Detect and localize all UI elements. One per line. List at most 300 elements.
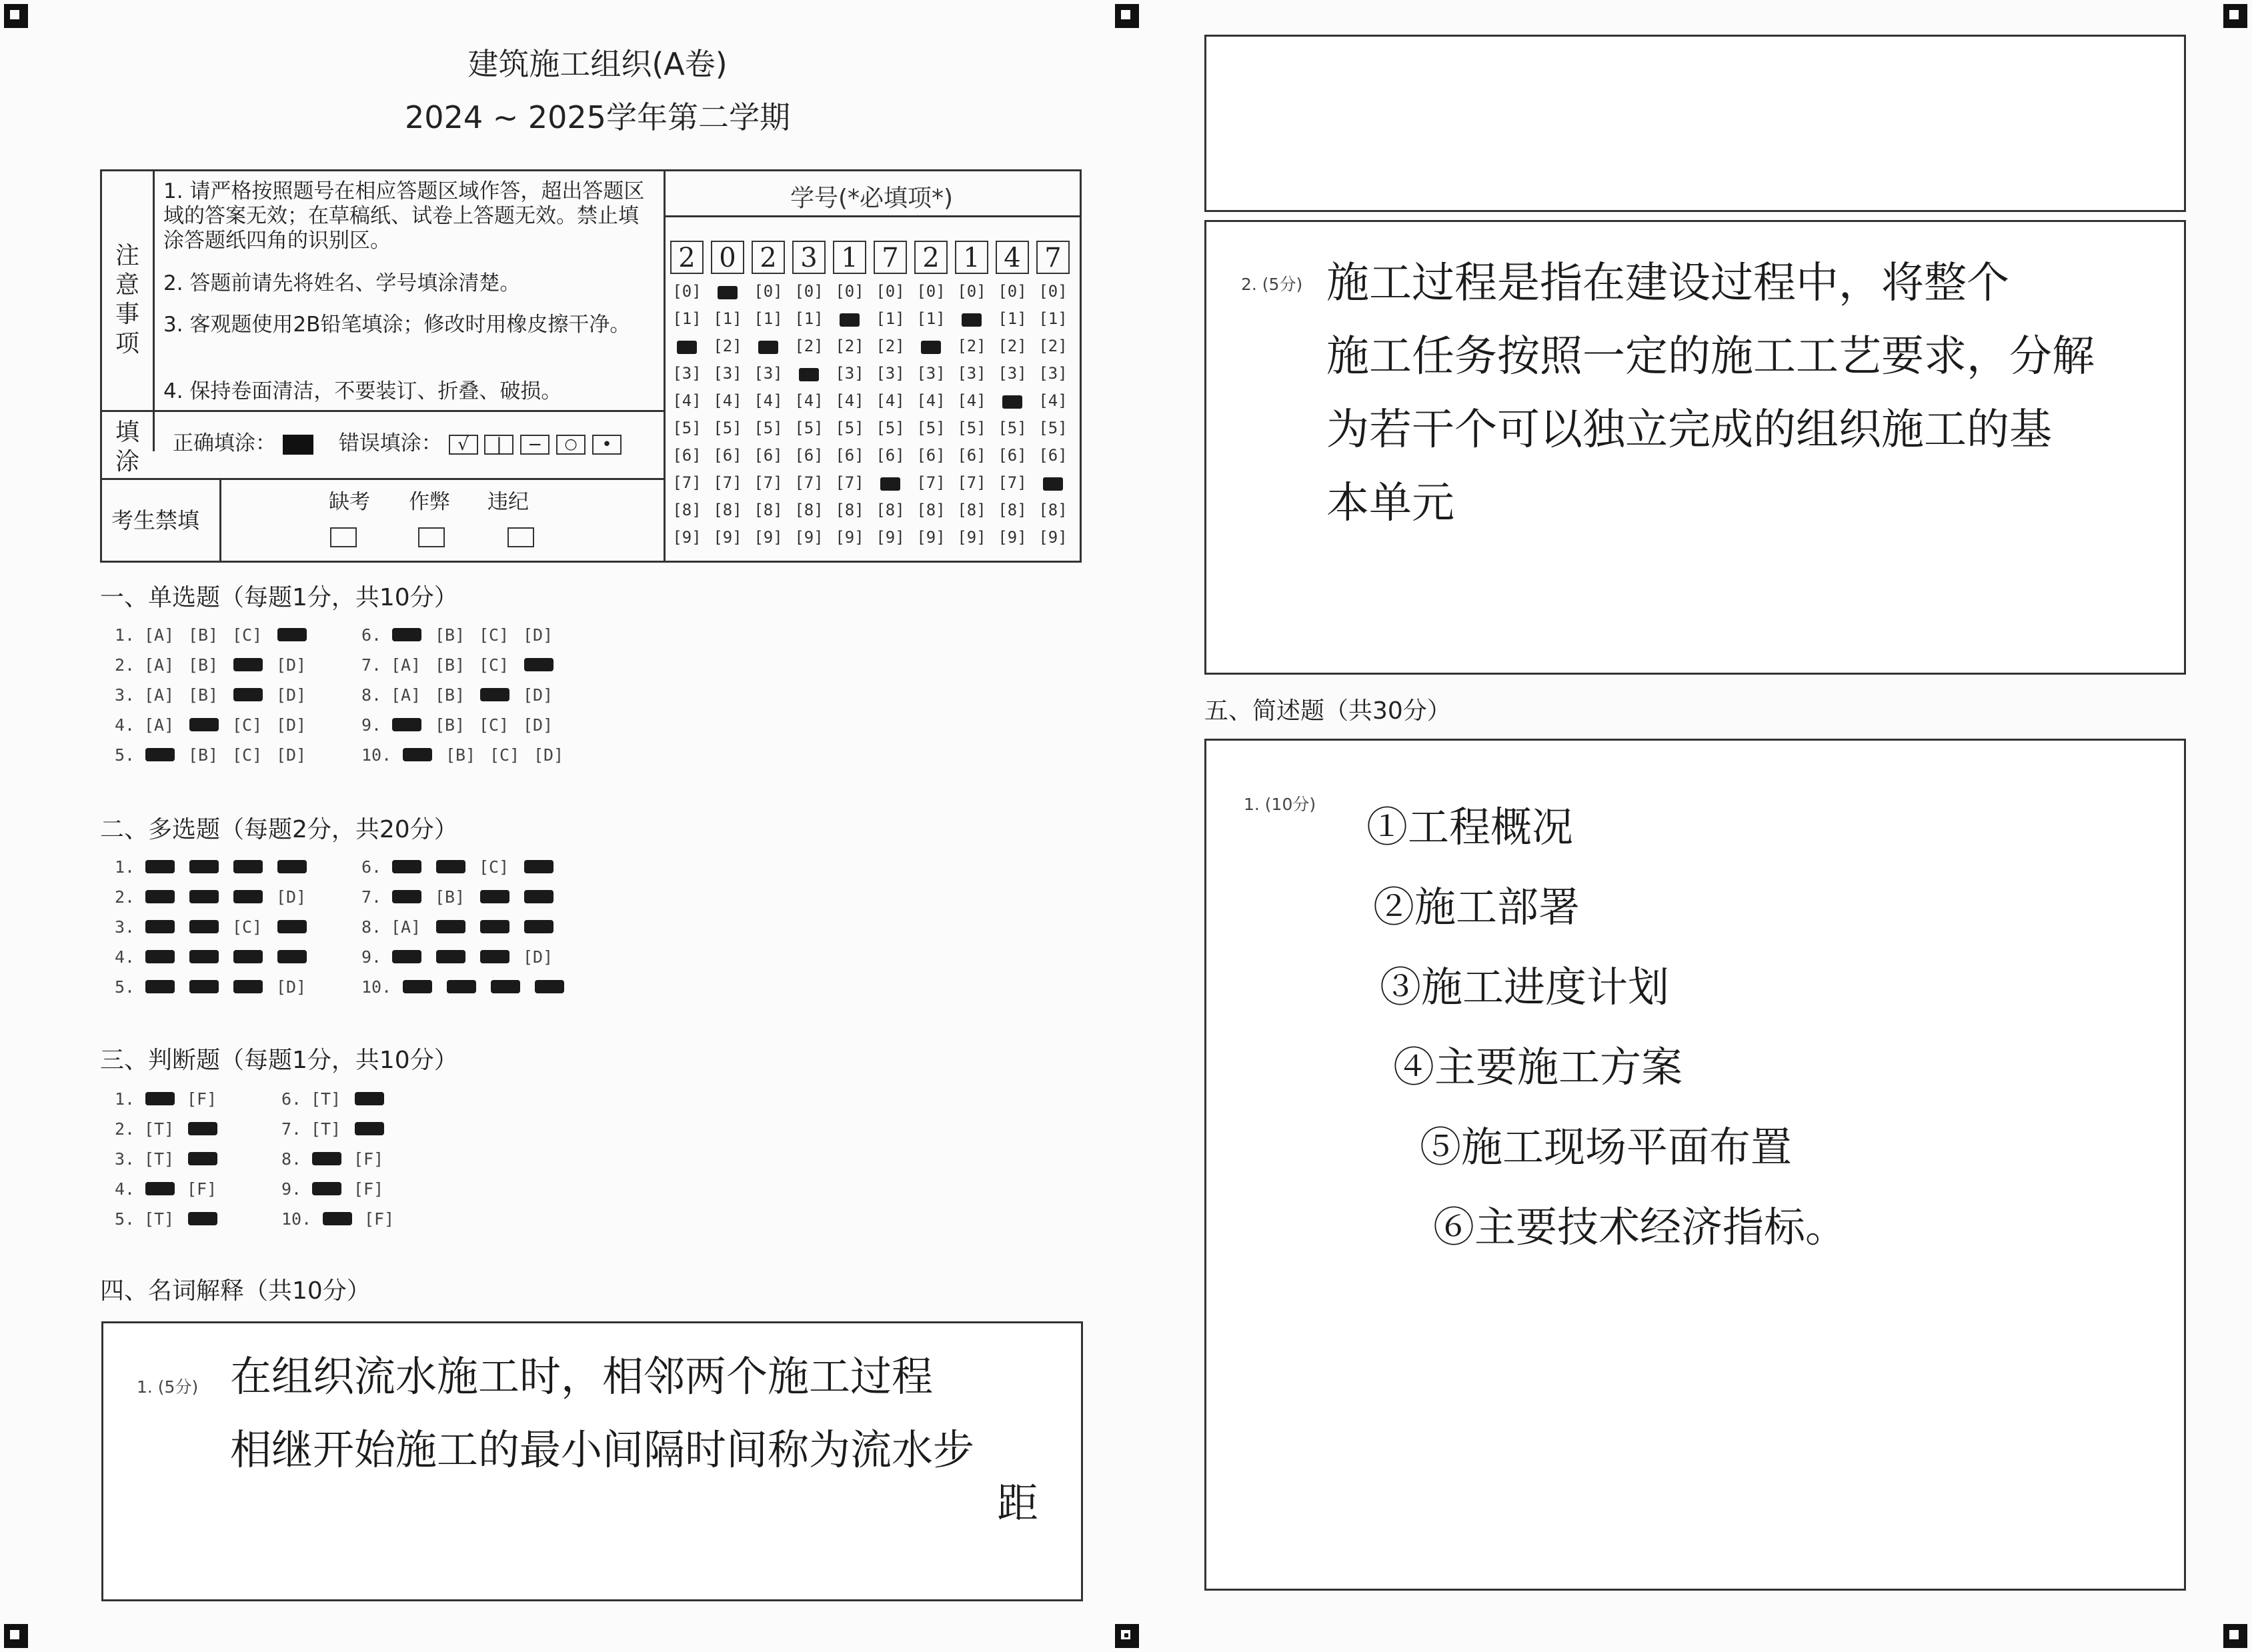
option-bubble-filled[interactable] — [391, 887, 435, 907]
student-id-bubble[interactable]: [3] — [957, 364, 986, 383]
student-id-bubble[interactable]: [9] — [876, 528, 905, 547]
option-bubble[interactable]: [D] — [523, 715, 553, 735]
student-id-bubble[interactable]: [4] — [916, 391, 946, 410]
student-id-bubble[interactable]: [9] — [998, 528, 1027, 547]
student-id-bubble[interactable]: [4] — [835, 391, 864, 410]
student-id-bubble[interactable]: [0] — [835, 282, 864, 301]
student-id-bubble[interactable]: [3] — [672, 364, 702, 383]
student-id-bubble[interactable]: [1] — [794, 309, 824, 328]
student-id-bubble[interactable]: [5] — [1038, 419, 1068, 437]
student-id-bubble[interactable]: [8] — [794, 501, 824, 519]
wrong-mark-dash: − — [520, 435, 549, 455]
student-id-bubble[interactable]: [0] — [794, 282, 824, 301]
filled-mark — [677, 341, 697, 354]
question-number: 3. — [115, 685, 135, 705]
question-number: 6. — [361, 625, 382, 645]
student-id-bubble[interactable]: [8] — [998, 501, 1027, 519]
question-number: 3. — [115, 1149, 135, 1169]
question-number: 9. — [361, 947, 382, 967]
option-bubble[interactable]: [C] — [489, 745, 520, 765]
option-bubble-filled[interactable] — [533, 977, 578, 997]
corner-marker-bottom-right — [2223, 1624, 2247, 1648]
student-id-bubble[interactable]: [2] — [957, 337, 986, 355]
question-number: 6. — [361, 857, 382, 877]
student-id-bubble[interactable]: [7] — [916, 473, 946, 492]
option-bubble[interactable]: [D] — [276, 745, 307, 765]
question-number: 1. — [115, 1089, 135, 1109]
student-id-bubble[interactable]: [0] — [754, 282, 783, 301]
student-id-bubble[interactable]: [6] — [1038, 446, 1068, 465]
option-bubble-filled[interactable] — [232, 947, 276, 967]
filled-mark — [921, 341, 941, 354]
fill-label: 填涂 — [115, 419, 139, 475]
question-number: 5. — [115, 1209, 135, 1229]
option-bubble[interactable]: [F] — [187, 1179, 217, 1199]
answer-row — [115, 857, 320, 877]
student-id-bubble[interactable]: [1] — [713, 309, 742, 328]
option-bubble-filled[interactable] — [144, 857, 188, 877]
question-number: 8. — [361, 685, 382, 705]
option-bubble-filled[interactable] — [391, 857, 435, 877]
section1-heading: 一、单选题（每题1分，共10分） — [100, 584, 458, 611]
option-bubble-filled[interactable] — [276, 857, 320, 877]
answer-row — [115, 1179, 229, 1199]
question-number: 9. — [361, 715, 382, 735]
notice-item-1: 1. 请严格按照题号在相应答题区域作答，超出答题区域的答案无效；在草稿纸、试卷上答题无效。禁止填涂答题纸四角的识别区。 — [163, 179, 645, 253]
option-bubble[interactable]: [C] — [232, 715, 263, 735]
student-id-bubble[interactable]: [4] — [713, 391, 742, 410]
answer-row — [361, 887, 567, 907]
option-bubble[interactable]: [T] — [311, 1089, 341, 1109]
student-id-bubble[interactable]: [1] — [998, 309, 1027, 328]
student-id-bubble[interactable]: [6] — [835, 446, 864, 465]
option-bubble-filled[interactable] — [489, 977, 533, 997]
option-bubble[interactable]: [B] — [188, 685, 219, 705]
option-bubble[interactable]: [F] — [364, 1209, 395, 1229]
option-bubble[interactable]: [T] — [144, 1209, 175, 1229]
option-bubble-filled[interactable] — [232, 857, 276, 877]
absent-checkbox[interactable] — [330, 527, 357, 547]
option-bubble-filled[interactable] — [479, 917, 523, 937]
option-bubble-filled[interactable] — [523, 655, 567, 675]
answer-row — [361, 917, 567, 937]
filled-mark — [840, 313, 860, 327]
student-id-bubble[interactable]: [2] — [835, 337, 864, 355]
filled-mark — [1002, 395, 1022, 409]
section5-heading: 五、简述题（共30分） — [1204, 697, 1451, 725]
question-number: 8. — [281, 1149, 302, 1169]
question-number: 6. — [281, 1089, 302, 1109]
answer-row — [281, 1149, 396, 1169]
student-id-bubble[interactable]: [4] — [672, 391, 702, 410]
student-id-bubble[interactable]: [5] — [835, 419, 864, 437]
option-bubble-filled[interactable] — [435, 947, 479, 967]
option-bubble[interactable]: [C] — [232, 745, 263, 765]
option-bubble[interactable]: [B] — [435, 887, 465, 907]
student-id-bubble[interactable]: [7] — [713, 473, 742, 492]
option-bubble-filled[interactable] — [523, 857, 567, 877]
option-bubble-filled[interactable] — [144, 947, 188, 967]
corner-marker-bottom-left — [4, 1624, 28, 1648]
student-id-bubble[interactable]: [9] — [754, 528, 783, 547]
option-bubble[interactable]: [B] — [435, 625, 465, 645]
page-title: 建筑施工组织(A卷) — [467, 46, 728, 82]
option-bubble[interactable]: [A] — [144, 625, 175, 645]
filled-mark — [962, 313, 982, 327]
option-bubble-filled[interactable] — [353, 1119, 396, 1139]
option-bubble[interactable]: [F] — [353, 1149, 384, 1169]
answer-row — [115, 887, 320, 907]
section4-q2-score: 2. (5分) — [1241, 275, 1303, 294]
student-id-bubble[interactable]: [7] — [672, 473, 702, 492]
option-bubble[interactable]: [D] — [523, 625, 553, 645]
notice-item-4: 4. 保持卷面清洁，不要装订、折叠、破损。 — [163, 379, 562, 403]
section5-q1-line-4: ④主要施工方案 — [1393, 1043, 1683, 1091]
option-bubble-filled[interactable] — [276, 947, 320, 967]
section4-q1-line-1: 在组织流水施工时，相邻两个施工过程 — [230, 1352, 934, 1401]
student-id-bubble[interactable]: [7] — [998, 473, 1027, 492]
student-id-bubble[interactable]: [6] — [794, 446, 824, 465]
student-id-bubble[interactable]: [3] — [998, 364, 1027, 383]
student-id-bubble[interactable]: [9] — [794, 528, 824, 547]
forbidden-violation-label: 违纪 — [487, 490, 529, 514]
student-id-bubble[interactable]: [4] — [1038, 391, 1068, 410]
option-bubble[interactable]: [C] — [479, 857, 509, 877]
option-bubble[interactable]: [D] — [276, 655, 307, 675]
option-bubble[interactable]: [D] — [533, 745, 564, 765]
student-id-bubble[interactable]: [7] — [957, 473, 986, 492]
question-number: 5. — [115, 977, 135, 997]
option-bubble-filled[interactable] — [276, 625, 320, 645]
student-id-digit-3: 2 — [752, 241, 785, 274]
corner-marker-bottom-center — [1115, 1624, 1139, 1648]
student-id-bubble[interactable]: [6] — [713, 446, 742, 465]
option-bubble[interactable]: [T] — [144, 1119, 175, 1139]
student-id-bubble[interactable]: [9] — [713, 528, 742, 547]
option-bubble-filled[interactable] — [353, 1089, 396, 1109]
question-number: 2. — [115, 887, 135, 907]
answer-row — [115, 977, 320, 997]
section5-q1-line-5: ⑤施工现场平面布置 — [1420, 1123, 1793, 1171]
student-id-bubble[interactable]: [0] — [916, 282, 946, 301]
option-bubble[interactable]: [D] — [523, 947, 553, 967]
student-id-bubble[interactable]: [6] — [998, 446, 1027, 465]
student-id-bubble[interactable]: [3] — [754, 364, 783, 383]
option-bubble-filled[interactable] — [391, 715, 435, 735]
student-id-bubble[interactable]: [5] — [957, 419, 986, 437]
option-bubble-filled[interactable] — [187, 1209, 229, 1229]
question-number: 10. — [281, 1209, 312, 1229]
student-id-bubble[interactable]: [8] — [957, 501, 986, 519]
wrong-mark-bar: | — [484, 435, 513, 455]
option-bubble[interactable]: [A] — [144, 655, 175, 675]
section4-q2-line-2: 施工任务按照一定的施工工艺要求，分解 — [1326, 332, 2095, 381]
option-bubble-filled[interactable] — [401, 977, 445, 997]
student-id-bubble[interactable]: [9] — [835, 528, 864, 547]
answer-row — [115, 947, 320, 967]
option-bubble[interactable]: [A] — [391, 917, 421, 937]
option-bubble[interactable]: [F] — [187, 1089, 217, 1109]
option-bubble[interactable]: [A] — [391, 655, 421, 675]
forbidden-cheat-label: 作弊 — [409, 490, 450, 514]
filled-mark — [718, 286, 738, 299]
student-id-bubble[interactable]: [2] — [713, 337, 742, 355]
student-id-bubble[interactable]: [0] — [998, 282, 1027, 301]
option-bubble[interactable]: [D] — [523, 685, 553, 705]
corner-marker-top-right — [2223, 4, 2247, 28]
student-id-digit-10: 7 — [1036, 241, 1070, 274]
answer-row — [361, 685, 567, 705]
student-id-bubble[interactable]: [7] — [794, 473, 824, 492]
cheat-checkbox[interactable] — [418, 527, 445, 547]
student-id-digit-8: 1 — [955, 241, 988, 274]
answer-row — [115, 745, 320, 765]
student-id-bubble[interactable]: [4] — [794, 391, 824, 410]
filled-mark — [799, 368, 819, 381]
option-bubble-filled[interactable] — [188, 917, 232, 937]
option-bubble[interactable]: [B] — [188, 655, 219, 675]
student-id-bubble[interactable]: [1] — [1038, 309, 1068, 328]
filled-mark — [1043, 477, 1063, 491]
answer-row — [115, 715, 320, 735]
student-id-digit-7: 2 — [914, 241, 948, 274]
student-id-bubble[interactable]: [8] — [876, 501, 905, 519]
option-bubble-filled[interactable] — [321, 1209, 364, 1229]
section5-q1-answer-box[interactable] — [1204, 739, 2186, 1591]
section4-q1-answer-box[interactable] — [101, 1321, 1083, 1601]
student-id-bubble[interactable]: [7] — [754, 473, 783, 492]
option-bubble-filled[interactable] — [479, 685, 523, 705]
wrong-mark-circle: ○ — [556, 435, 586, 455]
filled-mark — [880, 477, 900, 491]
option-bubble[interactable]: [C] — [232, 917, 263, 937]
student-id-bubble[interactable]: [6] — [957, 446, 986, 465]
student-id-bubble[interactable]: [0] — [876, 282, 905, 301]
student-id-bubble[interactable]: [1] — [754, 309, 783, 328]
filled-mark — [758, 341, 778, 354]
option-bubble-filled[interactable] — [144, 917, 188, 937]
student-id-bubble[interactable]: [9] — [672, 528, 702, 547]
answer-row — [115, 1119, 229, 1139]
option-bubble[interactable]: [B] — [188, 745, 219, 765]
top-blank-box — [1204, 35, 2186, 212]
student-id-bubble[interactable]: [4] — [876, 391, 905, 410]
student-id-bubble[interactable]: [1] — [672, 309, 702, 328]
option-bubble-filled[interactable] — [232, 977, 276, 997]
notice-table — [100, 169, 1082, 563]
question-number: 1. — [115, 857, 135, 877]
option-bubble[interactable]: [F] — [353, 1179, 384, 1199]
option-bubble-filled[interactable] — [401, 745, 445, 765]
option-bubble[interactable]: [C] — [479, 655, 509, 675]
option-bubble-filled[interactable] — [144, 1179, 187, 1199]
answer-row — [281, 1119, 396, 1139]
answer-row — [361, 745, 578, 765]
option-bubble-filled[interactable] — [188, 715, 232, 735]
student-id-bubble[interactable]: [0] — [1038, 282, 1068, 301]
option-bubble-filled[interactable] — [435, 857, 479, 877]
student-id-bubble[interactable]: [2] — [794, 337, 824, 355]
option-bubble-filled[interactable] — [311, 1179, 353, 1199]
page-subtitle: 2024 ~ 2025学年第二学期 — [405, 99, 790, 135]
option-bubble-filled[interactable] — [311, 1149, 353, 1169]
answer-row — [115, 1089, 229, 1109]
option-bubble-filled[interactable] — [391, 625, 435, 645]
answer-row — [361, 977, 578, 997]
answer-row — [361, 625, 567, 645]
answer-row — [361, 715, 567, 735]
option-bubble[interactable]: [B] — [445, 745, 476, 765]
option-bubble-filled[interactable] — [479, 947, 523, 967]
answer-row — [281, 1179, 396, 1199]
option-bubble[interactable]: [D] — [276, 887, 307, 907]
option-bubble-filled[interactable] — [188, 947, 232, 967]
student-id-bubble[interactable]: [8] — [916, 501, 946, 519]
option-bubble[interactable]: [A] — [391, 685, 421, 705]
question-number: 4. — [115, 1179, 135, 1199]
student-id-bubble[interactable]: [6] — [754, 446, 783, 465]
option-bubble[interactable]: [B] — [435, 685, 465, 705]
student-id-bubble[interactable]: [6] — [916, 446, 946, 465]
student-id-bubble[interactable]: [5] — [713, 419, 742, 437]
student-id-bubble[interactable]: [3] — [916, 364, 946, 383]
option-bubble[interactable]: [C] — [479, 625, 509, 645]
student-id-bubble[interactable]: [8] — [713, 501, 742, 519]
option-bubble-filled[interactable] — [144, 887, 188, 907]
student-id-bubble[interactable]: [5] — [876, 419, 905, 437]
question-number: 5. — [115, 745, 135, 765]
question-number: 7. — [361, 655, 382, 675]
question-number: 2. — [115, 655, 135, 675]
section4-q2-answer-box[interactable] — [1204, 220, 2186, 675]
student-id-bubble[interactable]: [4] — [754, 391, 783, 410]
student-id-bubble[interactable]: [9] — [916, 528, 946, 547]
wrong-mark-dot: • — [592, 435, 622, 455]
student-id-bubble[interactable]: [1] — [876, 309, 905, 328]
section5-q1-line-2: ②施工部署 — [1373, 883, 1580, 931]
option-bubble-filled[interactable] — [188, 887, 232, 907]
student-id-digit-2: 0 — [711, 241, 744, 274]
student-id-bubble[interactable]: [7] — [835, 473, 864, 492]
option-bubble-filled[interactable] — [144, 745, 188, 765]
option-bubble-filled[interactable] — [232, 655, 276, 675]
student-id-bubble[interactable]: [6] — [876, 446, 905, 465]
option-bubble-filled[interactable] — [188, 857, 232, 877]
question-number: 4. — [115, 715, 135, 735]
corner-marker-top-left — [4, 4, 28, 28]
option-bubble[interactable]: [D] — [276, 715, 307, 735]
student-id-bubble[interactable]: [5] — [754, 419, 783, 437]
option-bubble[interactable]: [C] — [232, 625, 263, 645]
student-id-bubble[interactable]: [5] — [998, 419, 1027, 437]
student-id-bubble[interactable]: [5] — [672, 419, 702, 437]
question-number: 9. — [281, 1179, 302, 1199]
option-bubble-filled[interactable] — [435, 917, 479, 937]
option-bubble-filled[interactable] — [523, 917, 567, 937]
forbidden-label: 考生禁填 — [111, 507, 199, 533]
correct-fill-label: 正确填涂： — [173, 431, 276, 455]
student-id-digit-4: 3 — [792, 241, 826, 274]
student-id-bubble[interactable]: [3] — [876, 364, 905, 383]
option-bubble[interactable]: [D] — [276, 685, 307, 705]
student-id-bubble[interactable]: [9] — [957, 528, 986, 547]
option-bubble[interactable]: [B] — [435, 715, 465, 735]
option-bubble[interactable]: [C] — [479, 715, 509, 735]
question-number: 4. — [115, 947, 135, 967]
student-id-bubble[interactable]: [0] — [957, 282, 986, 301]
option-bubble-filled[interactable] — [445, 977, 489, 997]
answer-row — [361, 857, 567, 877]
option-bubble[interactable]: [B] — [435, 655, 465, 675]
student-id-bubble[interactable]: [4] — [957, 391, 986, 410]
option-bubble-filled[interactable] — [187, 1149, 229, 1169]
student-id-label: 学号(*必填项*) — [790, 185, 954, 212]
question-number: 8. — [361, 917, 382, 937]
option-bubble[interactable]: [T] — [311, 1119, 341, 1139]
question-number: 7. — [281, 1119, 302, 1139]
option-bubble[interactable]: [T] — [144, 1149, 175, 1169]
fill-legend — [173, 431, 622, 456]
option-bubble[interactable]: [A] — [144, 715, 175, 735]
student-id-bubble[interactable]: [8] — [754, 501, 783, 519]
violation-checkbox[interactable] — [507, 527, 534, 547]
option-bubble[interactable]: [B] — [188, 625, 219, 645]
student-id-bubble[interactable]: [3] — [713, 364, 742, 383]
section5-q1-line-6: ⑥主要技术经济指标。 — [1433, 1203, 1847, 1251]
option-bubble-filled[interactable] — [391, 947, 435, 967]
section4-q1-line-3: 距 — [997, 1479, 1039, 1527]
option-bubble-filled[interactable] — [144, 977, 188, 997]
student-id-bubble[interactable]: [2] — [876, 337, 905, 355]
notice-label: 注意事项 — [115, 242, 139, 357]
corner-marker-top-center — [1115, 4, 1139, 28]
correct-fill-sample — [283, 435, 313, 455]
student-id-bubble[interactable]: [8] — [835, 501, 864, 519]
student-id-bubble[interactable]: [8] — [672, 501, 702, 519]
student-id-bubble[interactable]: [5] — [794, 419, 824, 437]
option-bubble-filled[interactable] — [479, 887, 523, 907]
option-bubble-filled[interactable] — [276, 917, 320, 937]
question-number: 1. — [115, 625, 135, 645]
student-id-bubble[interactable]: [8] — [1038, 501, 1068, 519]
student-id-bubble[interactable]: [9] — [1038, 528, 1068, 547]
option-bubble-filled[interactable] — [187, 1119, 229, 1139]
option-bubble-filled[interactable] — [523, 887, 567, 907]
section5-q1-line-3: ③施工进度计划 — [1380, 963, 1670, 1011]
option-bubble-filled[interactable] — [232, 685, 276, 705]
student-id-bubble[interactable]: [2] — [1038, 337, 1068, 355]
option-bubble[interactable]: [D] — [276, 977, 307, 997]
section2-heading: 二、多选题（每题2分，共20分） — [100, 816, 458, 843]
answer-row — [361, 655, 567, 675]
section4-q2-line-3: 为若干个可以独立完成的组织施工的基 — [1326, 405, 2052, 455]
student-id-bubble[interactable]: [1] — [916, 309, 946, 328]
answer-row — [281, 1089, 396, 1109]
student-id-bubble[interactable]: [3] — [1038, 364, 1068, 383]
notice-item-2: 2. 答题前请先将姓名、学号填涂清楚。 — [163, 271, 521, 295]
student-id-bubble[interactable]: [2] — [998, 337, 1027, 355]
option-bubble-filled[interactable] — [144, 1089, 187, 1109]
section4-heading: 四、名词解释（共10分） — [100, 1277, 371, 1305]
student-id-bubble[interactable]: [3] — [835, 364, 864, 383]
option-bubble[interactable]: [A] — [144, 685, 175, 705]
student-id-bubble[interactable]: [5] — [916, 419, 946, 437]
wrong-fill-label: 错误填涂： — [338, 431, 442, 455]
student-id-bubble[interactable]: [0] — [672, 282, 702, 301]
option-bubble-filled[interactable] — [232, 887, 276, 907]
student-id-bubble[interactable]: [6] — [672, 446, 702, 465]
option-bubble-filled[interactable] — [188, 977, 232, 997]
